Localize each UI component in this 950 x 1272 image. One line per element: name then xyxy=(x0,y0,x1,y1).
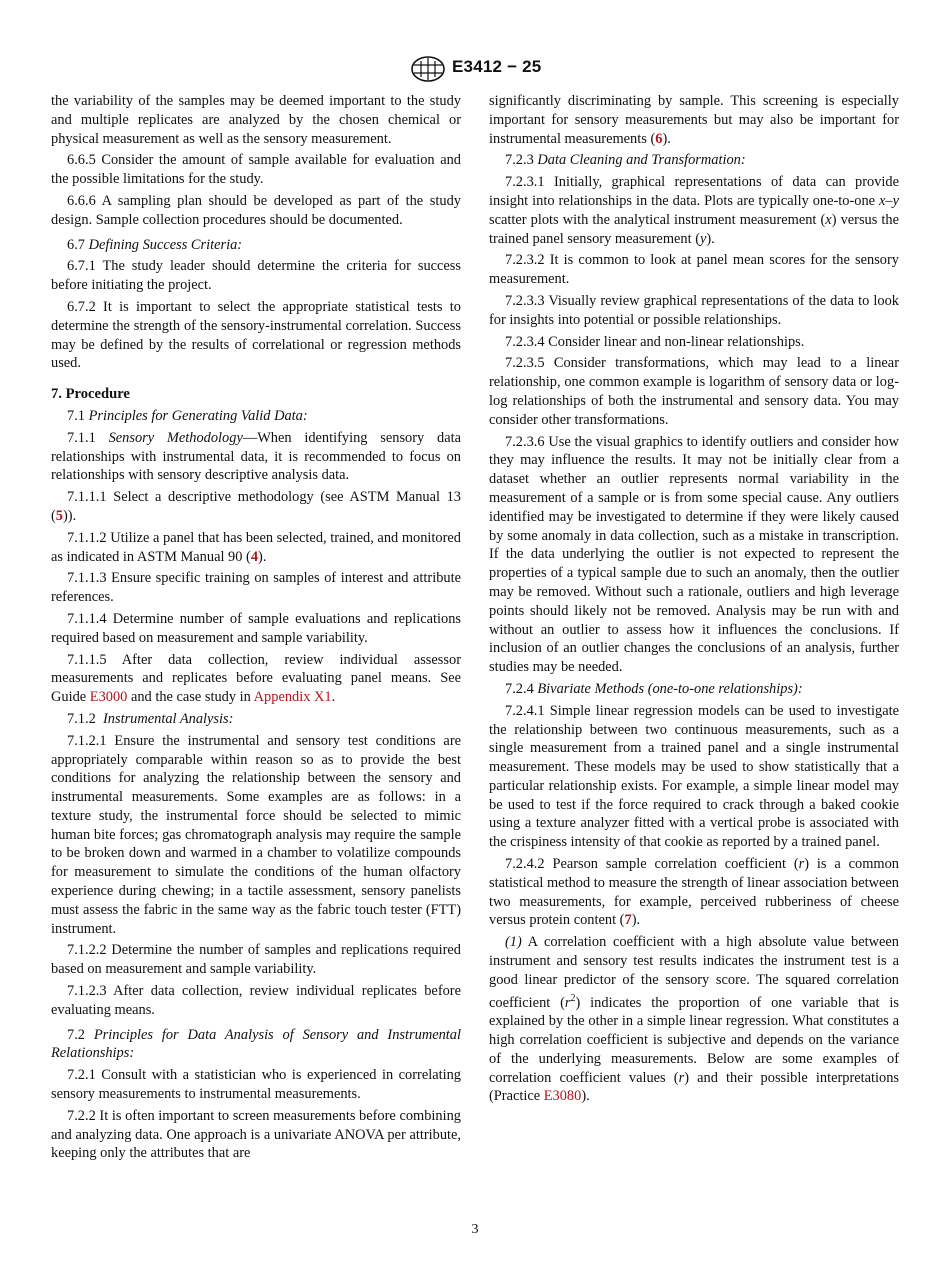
section-7-1-2-heading: 7.1.2 Instrumental Analysis: xyxy=(67,710,234,727)
standard-link-e3080[interactable]: E3080 xyxy=(543,1088,582,1105)
paragraph-7-2-4-2: 7.2.4.2 Pearson sample correlation coefficient (r) is a common statistical method to measure the strength of linear association between two measurements, for example, perceived rubberiness of cheese versus protein content (7). xyxy=(489,856,900,929)
left-column xyxy=(51,92,461,1166)
paragraph-7-2-3-2: 7.2.3.2 It is common to look at panel mean scores for the sensory measurement. xyxy=(489,252,899,288)
paragraph-7-2-3-6: 7.2.3.6 Use the visual graphics to identify outliers and consider how they may influence the results. It may not be initially clear from a dataset whether an outlier represents normal variability in the measurement of a sample or is from some special cause. Any outliers identified may be investigated to determine if they were likely caused by some anomaly in data collection, such as a mistake in transcription. If the data underlying the outlier is not expected to represent the properties of a typical sample due to such an anomaly, then the outlier may be removed. Without such a rationale, outliers and high leverage points should likely not be removed. Analysis may be run with and without an outlier to assess how it influences the conclusions. If inclusion of an outlier changes the conclusions of an analysis, further studies may be needed. xyxy=(489,433,899,676)
section-7-1-heading: 7.1 Principles for Generating Valid Data: xyxy=(67,407,308,424)
paragraph-7-2-1: 7.2.1 Consult with a statistician who is experienced in correlating sensory measurements to instrumental measurements. xyxy=(51,1067,461,1103)
paragraph-7-2-4-2-1: (1) A correlation coefficient with a high absolute value between instrument and sensory test results indicates the instrument test is a good linear predictor of the sensory score. The squared correlation coefficient $(r^2)$ indicates the proportion of one variable that is explained by the other in a simple linear regression. What constitutes a high correlation coefficient is subjective and depends on the variance of the underlying measurements. Below are some examples of correlation coefficient values (r) and their possible interpretations (Practice E3080). xyxy=(489,934,899,1105)
paragraph-7-1-1-2: 7.1.1.2 Utilize a panel that has been selected, trained, and monitored as indicated in ASTM Manual 90 (4). xyxy=(51,529,461,565)
paragraph-7-1-1: 7.1.1 Sensory Methodology—When identifying sensory data relationships with instrumental data, it is recommended to focus on relationships with sensory descriptive analysis data. xyxy=(51,429,461,484)
reference-link[interactable]: 5 xyxy=(55,507,63,524)
section-6-7-heading: 6.7 Defining Success Criteria: xyxy=(67,236,243,253)
paragraph-6-6-6: 6.6.6 A sampling plan should be developed as part of the study design. Sample collection procedures should be documented. xyxy=(51,192,461,228)
paragraph-7-2-3-4: 7.2.3.4 Consider linear and non-linear relationships. xyxy=(505,333,805,350)
document-id: E3412 − 25 xyxy=(452,57,542,76)
section-7-2-3-heading: 7.2.3 Data Cleaning and Transformation: xyxy=(505,152,746,169)
paragraph-7-2-3-3: 7.2.3.3 Visually review graphical representations of the data to look for insights into potential or possible relationships. xyxy=(489,292,899,328)
paragraph-7-1-2-3: 7.1.2.3 After data collection, review individual replicates before evaluating means. xyxy=(51,983,461,1018)
paragraph-7-1-1-3: 7.1.1.3 Ensure specific training on samples of interest and attribute references. xyxy=(51,570,461,606)
paragraph-7-2-2: 7.2.2 It is often important to screen measurements before combining and analyzing data. One approach is a univariate ANOVA per attribute, keeping only the attributes that are xyxy=(51,1107,461,1162)
reference-link[interactable]: 7 xyxy=(624,912,632,929)
standard-link-e3000[interactable]: E3000 xyxy=(89,689,128,706)
page-number: 3 xyxy=(471,1222,479,1237)
section-7-heading: 7. Procedure xyxy=(51,386,130,403)
paragraph-7-2-3-1: 7.2.3.1 Initially, graphical representations of data can provide insight into relationships in the data. Plots are typically one-to-one x–y scatter plots with the analytical instrument measurement (x) versus the trained panel sensory measurement (y). xyxy=(489,174,899,247)
paragraph: significantly discriminating by sample. This screening is especially important for sensory measurements but may also be important for instrumental measurements (6). xyxy=(489,93,899,147)
paragraph-7-1-1-5: 7.1.1.5 After data collection, review individual assessor measurements and replicates before evaluating panel means. See Guide E3000 and the case study in Appendix X1. xyxy=(51,651,461,706)
appendix-link[interactable]: Appendix X1 xyxy=(253,689,332,706)
right-column xyxy=(489,92,899,1109)
reference-link[interactable]: 4 xyxy=(250,548,259,565)
section-7-2-4-heading: 7.2.4 Bivariate Methods (one-to-one relationships): xyxy=(505,680,803,697)
paragraph-7-2-4-1: 7.2.4.1 Simple linear regression models can be used to investigate the relationship between two continuous measurements, such as a single measurement from a trained panel and a single instrumental measurement. These models may be used to show statistically that a particular relationship exists. For example, a simple linear model may be used to test if the force required to crack through a baked cookie using a texture analyzer fitted with a vertical probe is associated with the crispiness intensity of that cookie as reported by a trained panel. xyxy=(489,702,899,851)
paragraph-7-1-1-1: 7.1.1.1 Select a descriptive methodology (see ASTM Manual 13 (5)). xyxy=(51,489,461,524)
paragraph-6-6-5: 6.6.5 Consider the amount of sample available for evaluation and the possible limitations for the study. xyxy=(51,152,461,188)
paragraph-7-1-2-2: 7.1.2.2 Determine the number of samples and replications required based on measurement and sample variability. xyxy=(51,942,461,978)
paragraph-7-1-1-4: 7.1.1.4 Determine number of sample evaluations and replications required based on measurement and sample variability. xyxy=(51,610,461,646)
paragraph-6-7-1: 6.7.1 The study leader should determine the criteria for success before initiating the project. xyxy=(51,258,461,294)
page-header xyxy=(0,56,950,84)
paragraph: the variability of the samples may be deemed important to the study and multiple replicates are analyzed by the chosen chemical or physical measurement as well as the sensory measurement. xyxy=(51,93,461,147)
paragraph-7-1-2-1: 7.1.2.1 Ensure the instrumental and sensory test conditions are appropriately comparable within reason so as to provide the best conditions for analyzing the relationship between the sensory and instrumental measurements. Some examples are as follows: in a texture study, the instrumental force should be selected to mimic human bite forces; gas chromatograph analysis may require the sample to be broken down and warmed in a chamber to volatilize compounds for measurement to simulate the conditions of the human olfactory experience during chewing; in a tactile assessment, sensory panelists must assess the fabric in the same way as the fabric touch tester (FTT) instrument. xyxy=(51,732,461,937)
paragraph-7-2-3-5: 7.2.3.5 Consider transformations, which may lead to a linear relationship, one common example is logarithm of sensory data or log-log relationships of both the instrumental and sensory data. You may consider other transformations. xyxy=(489,355,899,428)
paragraph-6-7-2: 6.7.2 It is important to select the appropriate statistical tests to determine the strength of the sensory-instrumental correlation. Success may be defined by the results of correlational or regression methods used. xyxy=(51,298,461,372)
astm-logo-icon xyxy=(410,56,446,82)
section-7-2-heading: 7.2 Principles for Data Analysis of Sensory and Instrumental Relationships: xyxy=(51,1026,461,1062)
reference-link[interactable]: 6 xyxy=(655,130,663,147)
